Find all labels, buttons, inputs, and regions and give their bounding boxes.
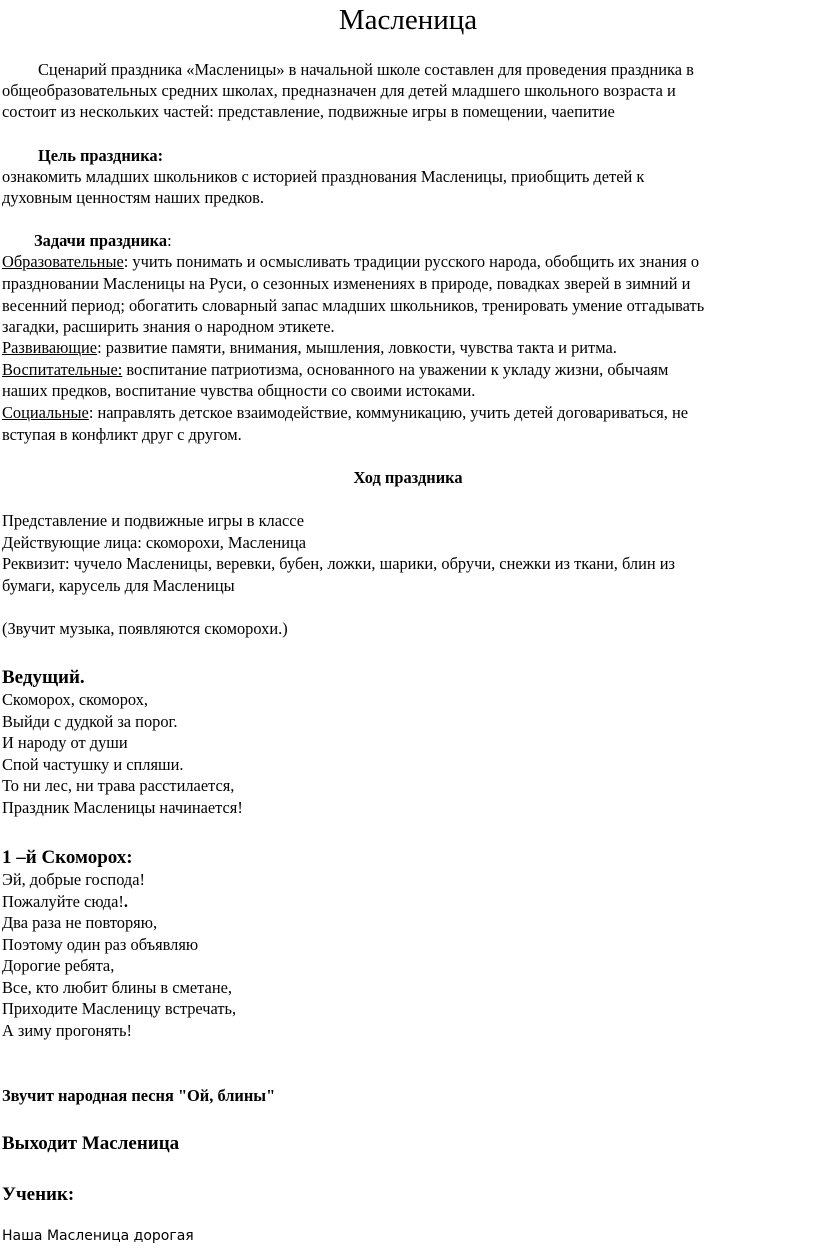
host-line-5: То ни лес, ни трава расстилается, (2, 776, 235, 795)
jester1-line-8: А зиму прогонять! (2, 1021, 132, 1040)
intro-line-3: состоит из нескольких частей: представление, подвижные игры в помещении, чаепитие (2, 102, 615, 121)
jester1-line-6: Все, кто любит блины в сметане, (2, 978, 232, 997)
task-educational-line-2: праздновании Масленицы на Руси, о сезонных изменениях в природе, повадках зверей в зимний и (2, 274, 691, 293)
course-heading: Ход праздника (353, 468, 463, 487)
host-line-6: Праздник Масленицы начинается! (2, 798, 243, 817)
stage-direction: (Звучит музыка, появляются скоморохи.) (2, 619, 288, 638)
course-line-2: Действующие лица: скоморохи, Масленица (2, 533, 307, 552)
jester1-line-5: Дорогие ребята, (2, 956, 115, 975)
host-line-3: И народу от души (2, 733, 128, 752)
task-upbringing (2, 359, 668, 381)
course-line-4: бумаги, карусель для Масленицы (2, 576, 235, 595)
jester1-speaker: 1 –й Скоморох: (2, 847, 133, 868)
task-social-line-2: вступая в конфликт друг с другом. (2, 425, 242, 444)
task-educational-label: Образовательные (2, 252, 124, 271)
intro-line-2: общеобразовательных средних школах, предназначен для детей младшего школьного возраста и (2, 81, 676, 100)
host-line-2: Выйди с дудкой за порог. (2, 712, 178, 731)
jester1-line-2 (2, 891, 128, 913)
host-line-1: Скоморох, скоморох, (2, 690, 149, 709)
course-line-3: Реквизит: чучело Масленицы, веревки, бубен, ложки, шарики, обручи, снежки из ткани, блин из (2, 554, 675, 573)
tasks-heading-text: Задачи праздника (34, 231, 168, 250)
task-upbringing-line-2: наших предков, воспитание чувства общности со своими истоками. (2, 381, 476, 400)
task-developing-label: Развивающие (2, 338, 98, 357)
host-line-4: Спой частушку и спляши. (2, 755, 184, 774)
pupil-line-1: Наша Масленица дорогая (2, 1228, 194, 1244)
pupil-speaker: Ученик: (2, 1184, 75, 1205)
task-developing-text: : развитие памяти, внимания, мышления, ловкости, чувства такта и ритма. (97, 338, 617, 357)
task-social (2, 402, 688, 424)
goal-line-2: духовным ценностям наших предков. (2, 188, 264, 207)
task-developing (2, 337, 617, 359)
jester1-line-7: Приходите Масленицу встречать, (2, 999, 237, 1018)
host-speaker: Ведущий. (2, 667, 85, 688)
jester1-line-2-text: Пожалуйте сюда! (2, 892, 124, 911)
task-educational (2, 251, 699, 273)
jester1-line-4: Поэтому один раз объявляю (2, 935, 199, 954)
course-line-1: Представление и подвижные игры в классе (2, 511, 305, 530)
task-social-text: : направлять детское взаимодействие, коммуникацию, учить детей договариваться, не (88, 403, 689, 422)
task-social-label: Социальные (2, 403, 89, 422)
jester1-line-1: Эй, добрые господа! (2, 870, 146, 889)
jester1-line-2-dot: . (123, 892, 128, 911)
goal-line-1: ознакомить младших школьников с историей празднования Масленицы, приобщить детей к (2, 167, 645, 186)
goal-heading: Цель праздника: (38, 146, 164, 165)
jester1-line-3: Два раза не повторяю, (2, 913, 158, 932)
intro-line-1: Сценарий праздника «Масленицы» в начальной школе составлен для проведения праздника в (38, 60, 694, 79)
task-educational-text: : учить понимать и осмысливать традиции русского народа, обобщить их знания о (123, 252, 700, 271)
page-title: Масленица (338, 4, 478, 36)
task-educational-line-3: весенний период; обогатить словарный запас младших школьников, тренировать умение отгадывать (2, 296, 705, 315)
task-upbringing-label: Воспитательные: (2, 360, 123, 379)
task-educational-line-4: загадки, расширить знания о народном этикете. (2, 317, 335, 336)
task-upbringing-text: воспитание патриотизма, основанного на уважении к укладу жизни, обычаям (122, 360, 669, 379)
tasks-heading (34, 230, 172, 252)
tasks-heading-colon: : (167, 231, 172, 250)
maslenitsa-enters: Выходит Масленица (2, 1133, 180, 1154)
song-direction: Звучит народная песня "Ой, блины" (2, 1086, 276, 1105)
